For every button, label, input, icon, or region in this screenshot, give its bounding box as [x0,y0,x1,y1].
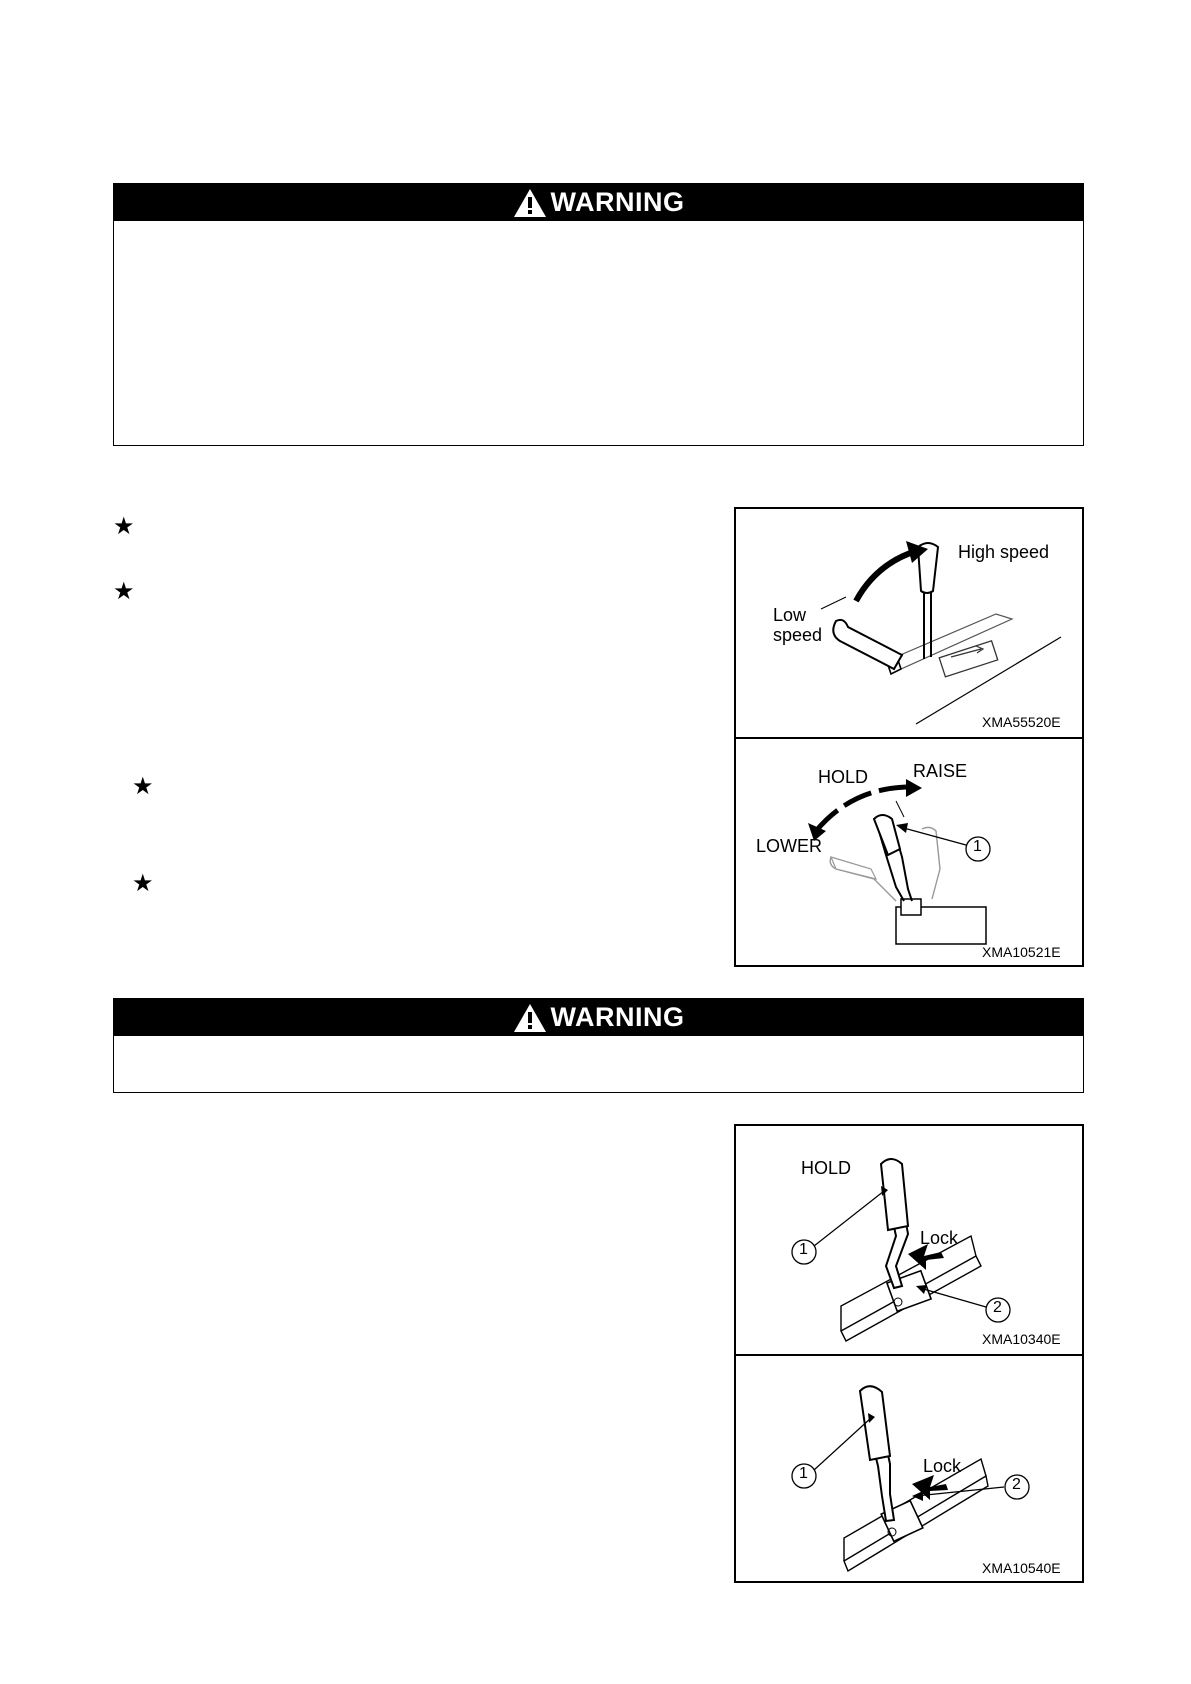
lock-hold-illustration [736,1126,1082,1354]
warning-title: WARNING [550,187,685,217]
star-bullet-icon: ★ [132,870,154,897]
hold-label: HOLD [801,1158,852,1178]
hold-label: HOLD [818,767,869,787]
speed-lever-figure [736,509,1082,737]
lock-label: Lock [923,1456,962,1476]
warning-header [114,999,1083,1036]
lower-label: LOWER [756,836,823,856]
callout-2: 2 [993,1299,1002,1316]
warning-title: WARNING [550,1002,685,1032]
callout-1: 1 [799,1241,808,1258]
low-speed-label-line1: Low [773,605,807,625]
low-speed-label-line2: speed [773,625,823,645]
callout-1: 1 [799,1465,808,1482]
figure-group-levers [734,507,1084,967]
warning-box [113,998,1084,1093]
lock-hold-figure [736,1126,1082,1354]
warning-triangle-icon [513,1003,547,1033]
figure-code: XMA10540E [982,1560,1061,1576]
warning-header [114,184,1083,221]
high-speed-label: High speed [958,542,1050,562]
figure-code: XMA10521E [982,944,1061,960]
star-bullet-icon: ★ [113,578,135,605]
figure-group-lock [734,1124,1084,1583]
warning-triangle-icon [513,188,547,218]
callout-2: 2 [1012,1476,1021,1493]
raise-label: RAISE [913,761,968,781]
warning-box [113,183,1084,446]
blade-lever-figure [736,737,1082,965]
figure-code: XMA10340E [982,1331,1061,1347]
lock-label: Lock [920,1228,959,1248]
star-bullet-icon: ★ [113,513,135,540]
lock-illustration [736,1356,1082,1581]
star-bullet-icon: ★ [132,773,154,800]
callout-1: 1 [973,838,982,855]
figure-code: XMA55520E [982,714,1061,730]
lock-figure [736,1354,1082,1581]
